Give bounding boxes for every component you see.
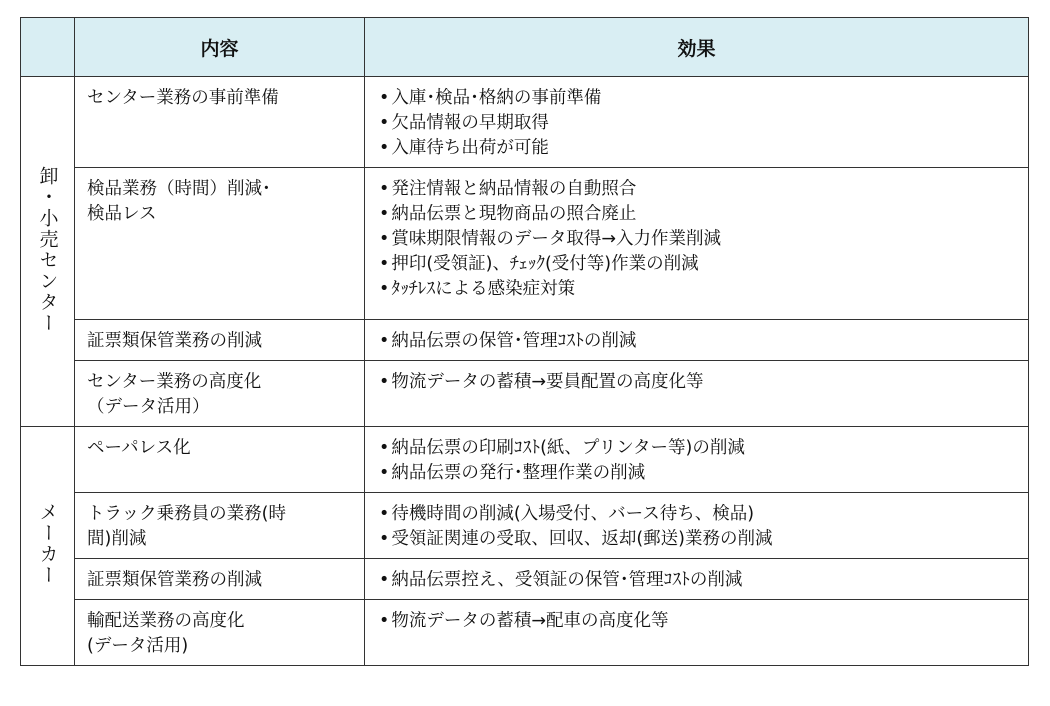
table-row	[21, 493, 1029, 559]
content-line: 証票類保管業務の削減	[87, 570, 262, 590]
table-row	[21, 361, 1029, 427]
content-cell	[75, 168, 365, 320]
content-line: 検品業務（時間）削減･	[87, 179, 271, 199]
content-line: トラック乗務員の業務(時	[87, 504, 286, 524]
header-content: 内容	[75, 18, 365, 77]
effects-table	[20, 17, 1029, 666]
content-cell	[75, 600, 365, 666]
content-cell	[75, 361, 365, 427]
effect-item: • 納品伝票と現物商品の照合廃止	[379, 202, 1020, 227]
group-label-maker: メーカー	[36, 502, 59, 586]
group-label-cell-retail	[21, 77, 75, 427]
effect-item: • 賞味期限情報のデータ取得→入力作業削減	[379, 227, 1020, 252]
effects-cell	[365, 493, 1029, 559]
group-label-cell-maker	[21, 427, 75, 666]
effect-item: • 入庫･検品･格納の事前準備	[379, 86, 1020, 111]
effect-item: • 物流データの蓄積→要員配置の高度化等	[379, 370, 1020, 395]
effects-cell	[365, 168, 1029, 320]
content-line: 輸配送業務の高度化	[87, 611, 245, 631]
table-row	[21, 600, 1029, 666]
effects-cell	[365, 600, 1029, 666]
effect-item: • 納品伝票の発行･整理作業の削減	[379, 461, 1020, 486]
content-cell	[75, 427, 365, 493]
effect-item: • 物流データの蓄積→配車の高度化等	[379, 609, 1020, 634]
content-line: 証票類保管業務の削減	[87, 331, 262, 351]
effect-item: • 待機時間の削減(入場受付、バース待ち、検品)	[379, 502, 1020, 527]
table-row	[21, 77, 1029, 168]
effect-item: • ﾀｯﾁﾚｽによる感染症対策	[379, 277, 1020, 302]
header-row	[21, 18, 1029, 77]
group-label-retail: 卸・小売センター	[36, 165, 59, 334]
effects-cell	[365, 361, 1029, 427]
table-row	[21, 559, 1029, 600]
content-cell	[75, 559, 365, 600]
table-row	[21, 320, 1029, 361]
effect-item: • 納品伝票の印刷ｺｽﾄ(紙、プリンター等)の削減	[379, 436, 1020, 461]
effects-cell	[365, 77, 1029, 168]
table-row	[21, 427, 1029, 493]
effects-cell	[365, 427, 1029, 493]
effects-cell	[365, 320, 1029, 361]
effect-item: • 納品伝票控え、受領証の保管･管理ｺｽﾄの削減	[379, 568, 1020, 593]
content-line: ペーパレス化	[87, 438, 191, 458]
effect-item: • 受領証関連の受取、回収、返却(郵送)業務の削減	[379, 527, 1020, 552]
content-line: センター業務の高度化	[87, 372, 262, 392]
table-row	[21, 168, 1029, 320]
header-effects: 効果	[365, 18, 1029, 77]
content-line: 間)削減	[87, 529, 147, 549]
effects-cell	[365, 559, 1029, 600]
header-corner-cell	[21, 18, 75, 77]
content-line: センター業務の事前準備	[87, 88, 279, 108]
effect-item: • 入庫待ち出荷が可能	[379, 136, 1020, 161]
content-line: (データ活用)	[87, 636, 189, 656]
effect-item: • 発注情報と納品情報の自動照合	[379, 177, 1020, 202]
content-line: （データ活用）	[87, 397, 210, 417]
content-line: 検品レス	[87, 204, 157, 224]
content-cell	[75, 320, 365, 361]
effect-item: • 納品伝票の保管･管理ｺｽﾄの削減	[379, 329, 1020, 354]
content-cell	[75, 493, 365, 559]
content-cell	[75, 77, 365, 168]
effect-item: • 押印(受領証)、ﾁｪｯｸ(受付等)作業の削減	[379, 252, 1020, 277]
effect-item: • 欠品情報の早期取得	[379, 111, 1020, 136]
